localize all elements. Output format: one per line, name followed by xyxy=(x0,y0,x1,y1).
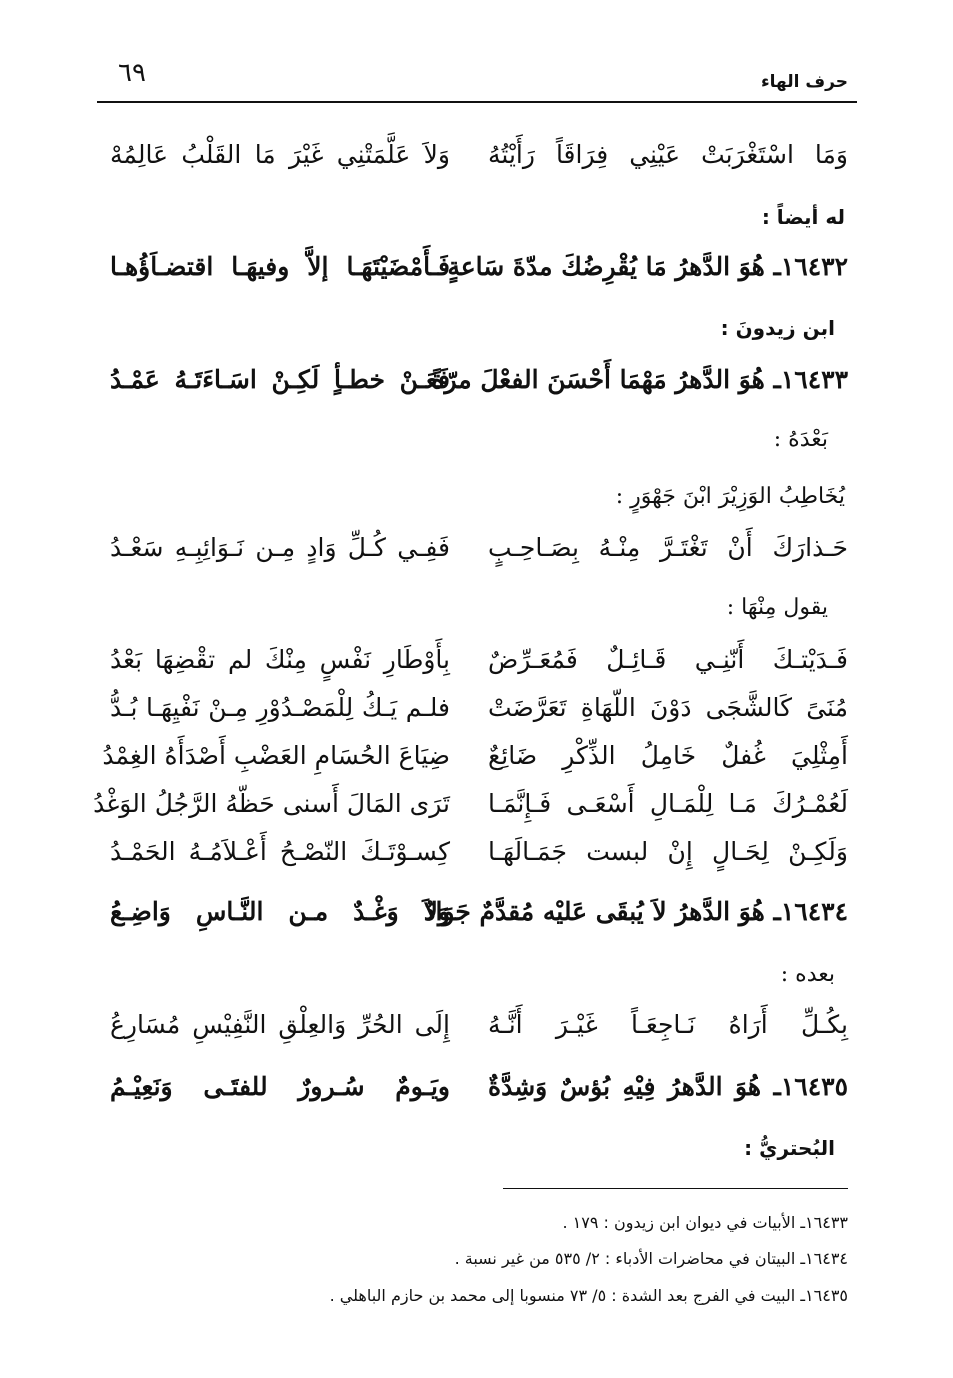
verse-first-hemistich: فَـدَيْتـكَ أَنّنِـي قَـائِـلٌ فَمُعَـرِّضٌ xyxy=(488,645,848,674)
verse-second-hemistich: ويَـومٌ سُـرورٌ للفتَـى وَنَعِيْـمُ xyxy=(110,1072,450,1101)
verse-first-hemistich: وَلَكِـنْ لِحَـالٍ إِنْ لبست جَمَـالَهَـا xyxy=(488,837,848,866)
section-label: له أيضاً : xyxy=(761,205,845,229)
verse-first-hemistich: وَمَا اسْتَغْرَبَتْ عَيْنِي فِرَاقَاً رَأَيْتُهُ xyxy=(488,140,848,169)
verse-second-hemistich: تَرَى المَالَ أَسنى حَظّهُ الرَّجُلُ الوَغْدُ xyxy=(93,789,450,818)
verse-second-hemistich: وَلاَ عَلَّمَتْنِي غَيْرَ مَا القَلْبُ عَالِمُهْ xyxy=(110,140,450,169)
verse-second-hemistich: فَفِـي كُـلِّ وَادٍ مِـن نَـوَائِبِـهِ سَعْـدُ xyxy=(110,533,450,562)
verse-first-hemistich: مُنَىً كَالشَّجَى دَوْنَ اللّهَاةِ تَعَرَّضَتْ xyxy=(488,693,848,722)
verse-second-hemistich: وَلاَ وَغْـدٌ مـن النَّـاسِ وَاضِـعُ xyxy=(110,897,450,926)
verse-first-hemistich: بِكُـلِّ أَرَاهُ نَـاجِعَـاً غَيْـرَ أَنَّـهُ xyxy=(488,1010,848,1039)
verse-first-hemistich: ١٦٤٣٣ـ هُوَ الدَّهرُ مَهْمَا أَحْسَنَ الفعْلَ مرّةً xyxy=(431,365,848,394)
verse-first-hemistich: لَعُمْـرُكَ مَـا لِلْمَـالِ أَسْعَـى فَـإِنَّمَـا xyxy=(488,789,848,818)
verse-first-hemistich: أَمِثْلِيَ غُفلٌ خَامِلُ الذِّكْرِ ضَائِعٌ xyxy=(488,741,848,770)
verse-second-hemistich: فلـم يَـكُ لِلْمَصْـدُوْرِ مِـنْ نَفْيِهَـا بُـدُّ xyxy=(110,693,450,722)
section-label: البُحتريُّ : xyxy=(744,1136,835,1160)
footnote: ١٦٤٣٣ـ الأبيات في ديوان ابن زيدون : ١٧٩ . xyxy=(562,1213,848,1232)
page-number: ٦٩ xyxy=(118,58,146,88)
header-rule xyxy=(97,101,857,103)
section-label: ابن زيدونَ : xyxy=(720,316,835,340)
footnote-rule xyxy=(503,1188,848,1189)
verse-second-hemistich: فَعَـنْ خطـأٍ لَكِـنْ اسَـاءَتَـهُ عَمْـدُ xyxy=(110,365,450,394)
footnote: ١٦٤٣٥ـ البيت في الفرج بعد الشدة : ٥/ ٧٣ منسوبا إلى محمد بن حازم الباهلي . xyxy=(329,1286,848,1305)
section-label: يُخَاطِبُ الوَزِيْرَ ابْنَ جَهْوَرٍ : xyxy=(615,484,845,509)
verse-first-hemistich: ١٦٤٣٢ـ هُوَ الدَّهرُ مَا يُقْرِضُكَ مدّةَ سَاعةٍ xyxy=(447,252,848,281)
verse-first-hemistich: ١٦٤٣٤ـ هُوَ الدَّهرُ لاَ يُبقَى عَليْه مُقدَّمٌ جَوَادٌ xyxy=(424,897,848,926)
verse-second-hemistich: فَـأَمْضَيْتَهَـا إلاَّ وفيهَـا اقتضـاَؤُهـا xyxy=(110,252,450,281)
verse-second-hemistich: كِسـوْتَـكَ النّصْـحُ أَعْـلاَمُـهُ الحَمْـدُ xyxy=(110,837,450,866)
verse-first-hemistich: ١٦٤٣٥ـ هُوَ الدَّهرُ فِيْهِ بُؤسٌ وَشِدَّةٌ xyxy=(488,1072,848,1101)
verse-second-hemistich: ضِيَاعَ الحُسَامِ العَضْبِ أَصْدَأَهُ الغِمْدُ xyxy=(102,741,450,770)
verse-second-hemistich: بِأَوْطَارِ نَفْسٍ مِنْكَ لم تقْضِهَا بَعْدُ xyxy=(110,645,450,674)
verse-second-hemistich: إِلَى الحُرِّ وَالعِلْقِ النَّفِيْسِ مُسَارِعُ xyxy=(110,1010,450,1039)
footnote: ١٦٤٣٤ـ البيتان في محاضرات الأدباء : ٢/ ٥٣٥ من غير نسبة . xyxy=(454,1249,848,1268)
verse-first-hemistich: حَـذارَكَ أَنْ تَغْتَـرَّ مِنْـهُ بِصَـاحِـبٍ xyxy=(488,533,848,562)
chapter-title: حرف الهاء xyxy=(760,72,848,92)
section-label: بَعْدَهُ : xyxy=(773,427,828,452)
section-label: بعده : xyxy=(780,962,835,987)
section-label: يقول مِنْهَا : xyxy=(726,595,828,620)
